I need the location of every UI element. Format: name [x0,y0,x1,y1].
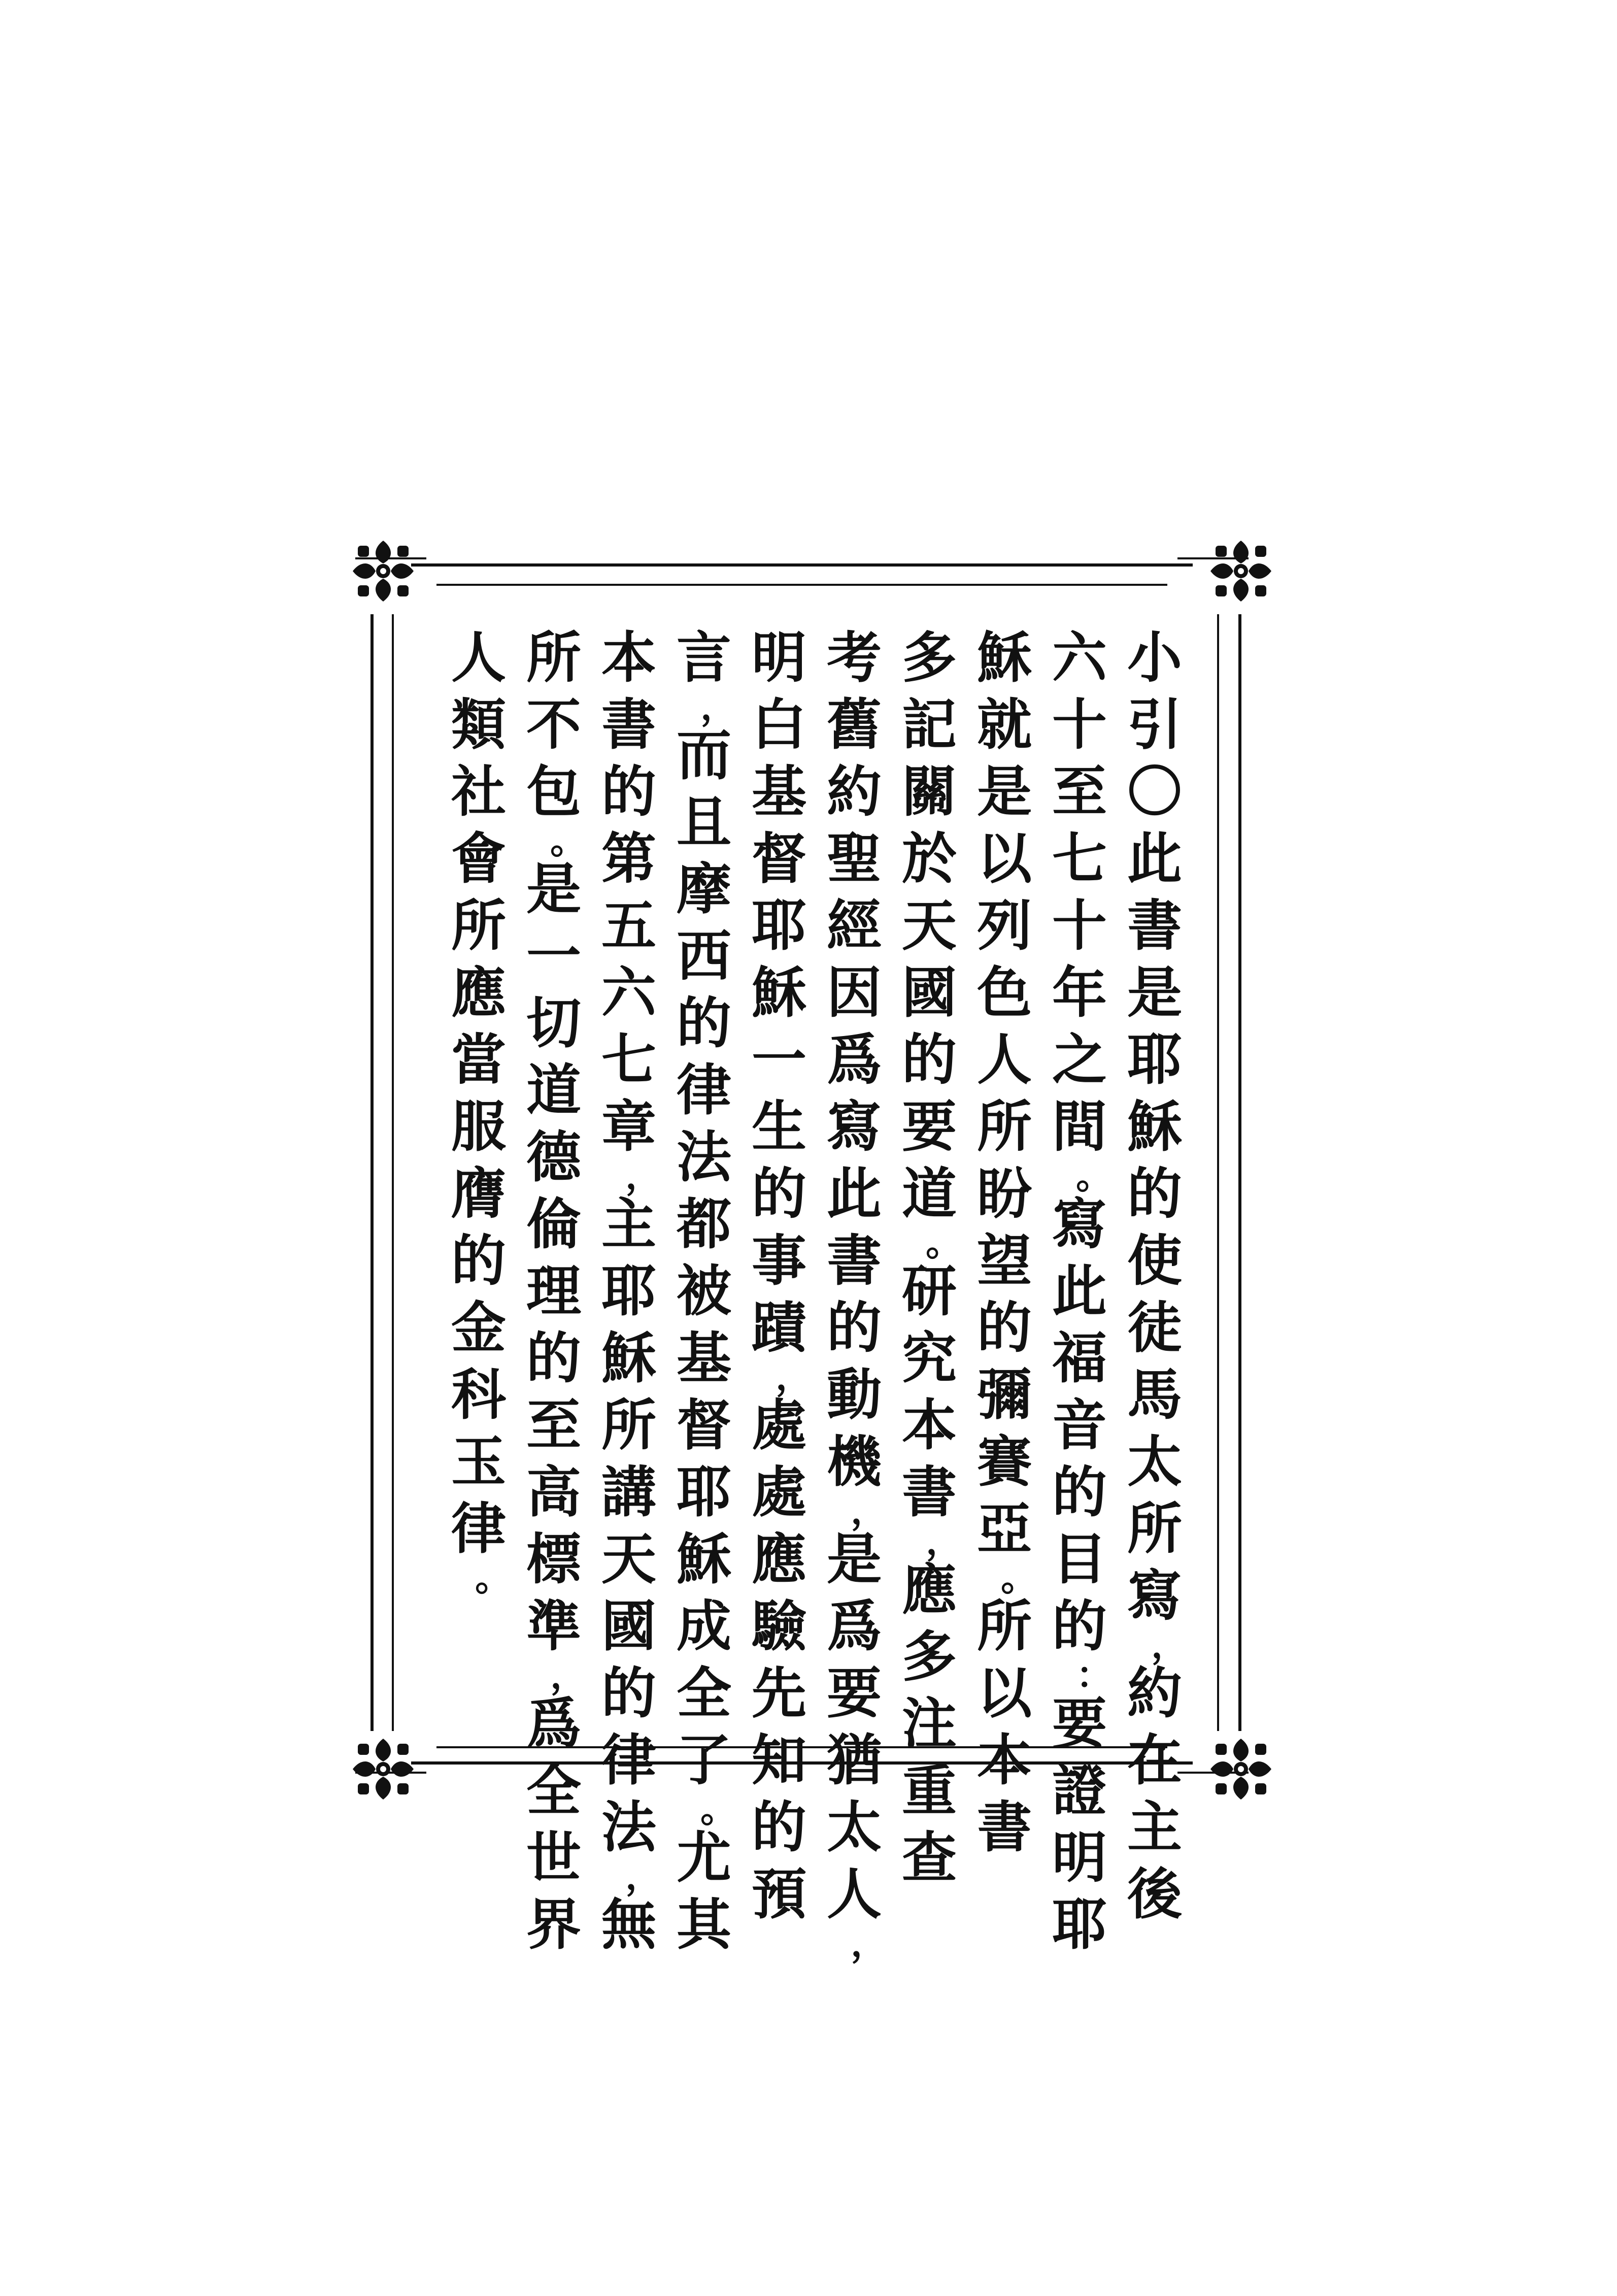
text-character: 社 [451,760,506,824]
corner-ornament-bottom-left-icon [350,1736,416,1802]
text-character: 究 [901,1326,957,1390]
text-character: 是 [526,857,581,921]
text-character: 此 [826,1162,882,1226]
text-character: 一 [751,1028,806,1092]
text-character: ， [850,1489,887,1532]
text-character: 。 [550,819,587,862]
text-character: 服 [451,1095,506,1159]
text-character: 的 [1052,1594,1107,1658]
text-character: 太 [826,1795,882,1859]
text-character: 關 [901,760,957,824]
text-character: 天 [901,894,957,958]
text-character: 本 [901,1393,957,1457]
text-character: 望 [976,1229,1032,1293]
text-character: 了 [676,1728,731,1792]
text-character: 音 [1052,1393,1107,1457]
frame-left-outer-line [370,614,374,1731]
text-character: 主 [1127,1795,1182,1859]
text-column-2 [1047,624,1113,1958]
frame-top-outer-line [411,563,1193,567]
text-character: 引 [1127,693,1182,757]
text-character: 七 [601,1028,656,1092]
text-character: 基 [676,1326,731,1390]
text-character: ， [550,1653,587,1696]
text-character: 福 [1052,1326,1107,1390]
text-character: 以 [976,827,1032,891]
text-character: 小 [1127,626,1182,690]
text-character: 〇 [1127,760,1182,824]
text-character: 蹟 [751,1296,806,1360]
text-character: 知 [751,1728,806,1792]
text-character: 國 [601,1594,656,1658]
text-character: 是 [1127,961,1182,1025]
text-character: 的 [676,991,731,1055]
text-character: 的 [901,1028,957,1092]
text-character: 證 [1052,1759,1107,1823]
text-character: 所 [1127,1497,1182,1561]
text-column-9 [521,624,587,1958]
text-character: 基 [751,760,806,824]
text-character: 於 [901,827,957,891]
text-column-7 [671,624,737,1958]
text-character: 的 [826,1296,882,1360]
text-character: 馬 [1127,1363,1182,1427]
text-character: 其 [676,1893,731,1957]
text-character: 本 [976,1728,1032,1792]
text-character: 的 [451,1229,506,1293]
text-character: 標 [526,1527,581,1591]
text-character: 所 [526,626,581,690]
text-character: 道 [526,1058,581,1122]
text-character: 所 [976,1095,1032,1159]
text-character: 的 [1052,1460,1107,1524]
text-character: 本 [601,626,656,690]
text-character: 西 [676,924,731,988]
text-character: 會 [451,827,506,891]
text-character: 天 [601,1527,656,1591]
text-character: 耶 [1127,1028,1182,1092]
text-character: 。 [475,1556,512,1599]
text-character: 列 [976,894,1032,958]
text-character: 至 [526,1393,581,1457]
text-character: 耶 [1052,1893,1107,1957]
text-column-1 [1122,624,1188,1928]
text-character: 玉 [451,1430,506,1494]
text-character: 成 [676,1594,731,1658]
text-character: 目 [1052,1527,1107,1591]
text-character: 事 [751,1229,806,1293]
text-character: 在 [1127,1728,1182,1792]
text-character: 亞 [976,1497,1032,1561]
text-character: 重 [901,1759,957,1823]
text-character: 間 [1052,1095,1107,1159]
text-character: 界 [526,1893,581,1957]
text-character: 書 [1127,894,1182,958]
text-character: 十 [1052,894,1107,958]
text-character: 應 [901,1558,957,1622]
text-character: 年 [1052,961,1107,1025]
text-character: 且 [676,790,731,854]
text-character: 要 [1052,1692,1107,1756]
text-character: 生 [751,1095,806,1159]
text-character: 都 [676,1192,731,1256]
text-character: 而 [676,723,731,787]
text-character: 爲 [526,1692,581,1756]
text-character: ， [625,1854,662,1898]
text-character: 高 [526,1460,581,1524]
text-character: 要 [901,1095,957,1159]
text-character: 預 [751,1862,806,1926]
text-character: 摩 [676,857,731,921]
corner-ornament-bottom-right-icon [1208,1736,1274,1802]
text-character: ， [925,1519,962,1562]
corner-ornament-top-right-icon [1208,538,1274,604]
text-character: 的 [1127,1162,1182,1226]
text-character: 的 [601,1661,656,1725]
text-character: 約 [826,760,882,824]
vertical-text-body [436,624,1188,1965]
text-character: 所 [601,1393,656,1457]
text-character: 舊 [826,693,882,757]
text-character: 章 [601,1095,656,1159]
text-character: 機 [826,1430,882,1494]
text-character: ， [700,685,737,728]
text-character: 之 [1052,1028,1107,1092]
frame-right-outer-line [1238,614,1241,1731]
text-character: 寫 [1052,1192,1107,1256]
text-character: 是 [976,760,1032,824]
text-character: 至 [1052,760,1107,824]
text-character: ， [625,1154,662,1197]
text-character: 。 [1075,1154,1113,1197]
text-character: 人 [976,1028,1032,1092]
text-character: 六 [601,961,656,1025]
text-character: 科 [451,1363,506,1427]
text-character: 講 [601,1460,656,1524]
text-character: 先 [751,1661,806,1725]
text-character: 包 [526,760,581,824]
text-character: 金 [451,1296,506,1360]
text-character: 無 [601,1893,656,1957]
text-character: 後 [1127,1862,1182,1926]
text-character: 彌 [976,1363,1032,1427]
text-character: 道 [901,1162,957,1226]
text-character: 膺 [451,1162,506,1226]
text-character: 準 [526,1594,581,1658]
text-character: 十 [1052,693,1107,757]
text-character: 查 [901,1826,957,1890]
text-character: 人 [451,626,506,690]
text-character: 耶 [601,1259,656,1323]
text-character: 書 [826,1229,882,1293]
text-character: ， [775,1355,812,1398]
text-character: 多 [901,626,957,690]
text-character: 考 [826,626,882,690]
text-character: 言 [676,626,731,690]
text-character: 猶 [826,1728,882,1792]
text-character: 穌 [1127,1095,1182,1159]
text-character: ， [1151,1623,1188,1666]
text-character: 穌 [976,626,1032,690]
text-column-3 [971,624,1037,1861]
text-character: 法 [601,1795,656,1859]
text-character: 寫 [1127,1564,1182,1628]
text-character: 倫 [526,1192,581,1256]
corner-ornament-top-left-icon [350,538,416,604]
text-character: 所 [976,1594,1032,1658]
text-character: 明 [1052,1826,1107,1890]
text-character: 尤 [676,1826,731,1890]
text-character: 的 [751,1795,806,1859]
frame-top-inner-line [436,584,1167,586]
text-character: 此 [1052,1259,1107,1323]
text-character: 此 [1127,827,1182,891]
text-character: 是 [826,1527,882,1591]
text-character: 律 [451,1497,506,1561]
text-character: 以 [976,1661,1032,1725]
text-character: 。 [700,1787,737,1831]
text-character: 七 [1052,827,1107,891]
text-character: 爲 [826,1028,882,1092]
text-character: 太 [1127,1430,1182,1494]
text-character: 書 [901,1460,957,1524]
text-column-6 [746,624,812,1928]
text-character: 。 [925,1221,962,1264]
text-character: 處 [751,1393,806,1457]
text-character: 注 [901,1692,957,1756]
text-column-8 [596,624,662,1958]
text-character: 穌 [676,1527,731,1591]
text-character: 所 [451,894,506,958]
text-character: 理 [526,1259,581,1323]
text-character: 律 [601,1728,656,1792]
frame-left-inner-line [392,614,394,1731]
text-character: 的 [976,1296,1032,1360]
text-character: 切 [526,991,581,1055]
text-character: 研 [901,1259,957,1323]
text-character: 寫 [826,1095,882,1159]
text-character: 書 [601,693,656,757]
text-character: 穌 [751,961,806,1025]
text-character: 主 [601,1192,656,1256]
text-character: 白 [751,693,806,757]
text-character: 律 [676,1058,731,1122]
text-character: 五 [601,894,656,958]
text-character: 當 [451,1028,506,1092]
text-character: 就 [976,693,1032,757]
text-character: ， [850,1921,887,1965]
text-character: 國 [901,961,957,1025]
text-character: 的 [526,1326,581,1390]
text-character: 六 [1052,626,1107,690]
text-character: 法 [676,1125,731,1189]
text-character: 處 [751,1460,806,1524]
text-character: 盼 [976,1162,1032,1226]
text-character: 。 [1000,1556,1037,1599]
text-character: 爲 [826,1594,882,1658]
text-character: 督 [676,1393,731,1457]
text-character: 色 [976,961,1032,1025]
text-character: 徒 [1127,1296,1182,1360]
text-character: 因 [826,961,882,1025]
text-character: 全 [676,1661,731,1725]
text-character: 的 [601,760,656,824]
text-character: 人 [826,1862,882,1926]
text-character: 應 [751,1527,806,1591]
text-character: 穌 [601,1326,656,1390]
text-character: 聖 [826,827,882,891]
text-character: 第 [601,827,656,891]
text-character: 的 [751,1162,806,1226]
text-character: 被 [676,1259,731,1323]
text-character: 耶 [751,894,806,958]
text-character: 一 [526,924,581,988]
text-character: 類 [451,693,506,757]
text-character: 驗 [751,1594,806,1658]
frame-right-inner-line [1217,614,1219,1731]
text-character: 耶 [676,1460,731,1524]
text-column-5 [821,624,887,1965]
text-character: 經 [826,894,882,958]
text-character: 動 [826,1363,882,1427]
text-character: 賽 [976,1430,1032,1494]
text-column-4 [896,624,962,1891]
text-character: 不 [526,693,581,757]
text-character: 書 [976,1795,1032,1859]
text-character: 使 [1127,1229,1182,1293]
text-character: 德 [526,1125,581,1189]
text-character: 督 [751,827,806,891]
text-character: 約 [1127,1661,1182,1725]
text-character: 要 [826,1661,882,1725]
text-character: ： [1075,1653,1113,1696]
text-character: 全 [526,1759,581,1823]
text-character: 世 [526,1826,581,1890]
text-character: 應 [451,961,506,1025]
text-character: 記 [901,693,957,757]
text-character: 多 [901,1625,957,1689]
text-column-10 [446,624,512,1599]
text-character: 明 [751,626,806,690]
